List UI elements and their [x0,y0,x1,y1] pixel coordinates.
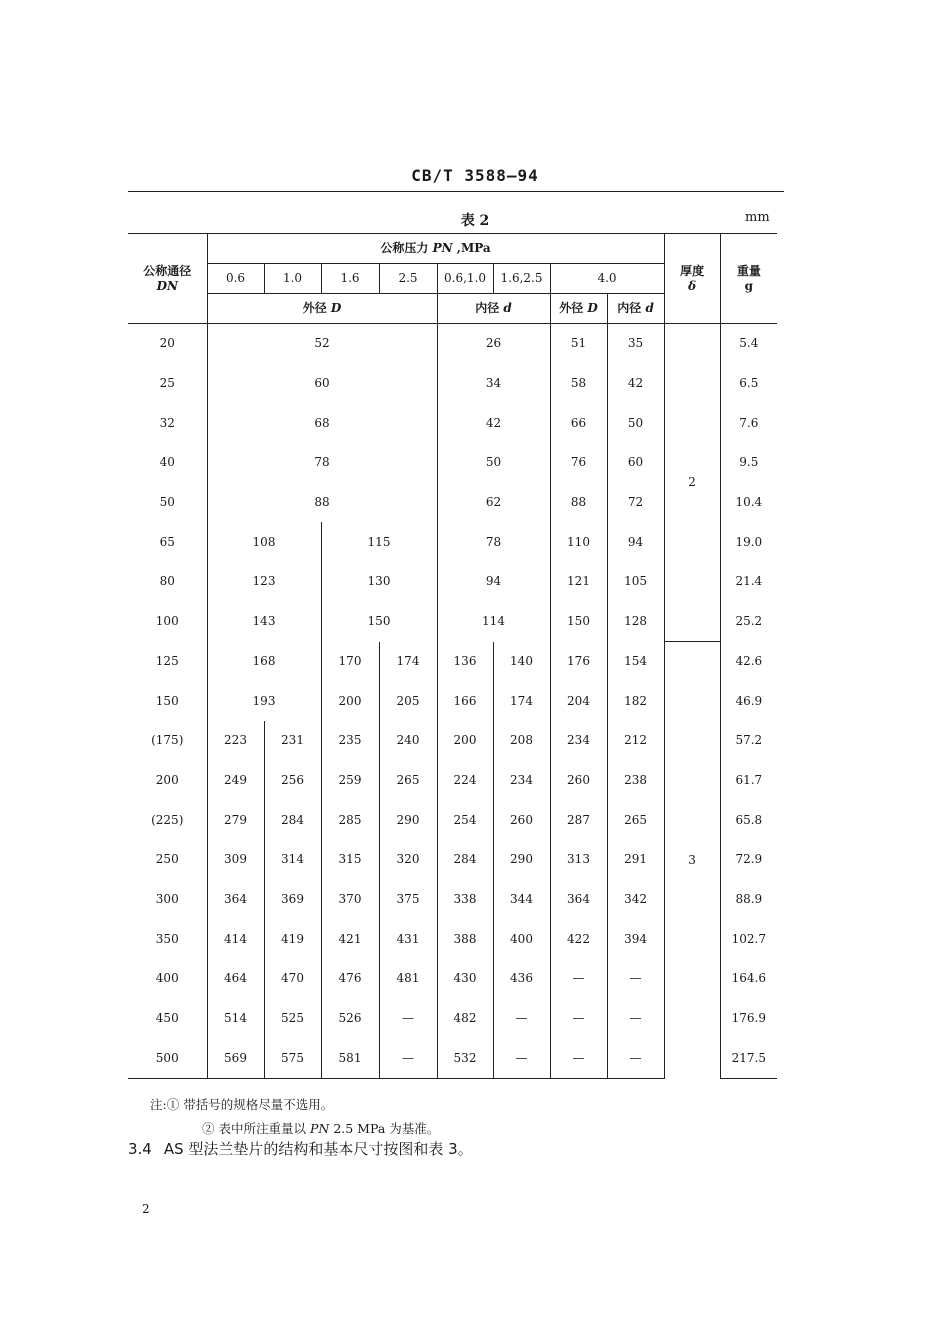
cell-outer-dia-0-6: 364 [207,880,264,920]
cell-outer-dia-1-6: 526 [321,999,379,1039]
cell-inner-dia-high: 400 [493,919,550,959]
cell-inner-dia: 78 [437,522,550,562]
cell-inner-dia-4-0: — [607,959,664,999]
header-weight [720,234,777,324]
cell-inner-dia-4-0: 394 [607,919,664,959]
cell-dn: 400 [128,959,207,999]
cell-weight: 65.8 [720,800,777,840]
cell-weight: 19.0 [720,522,777,562]
cell-weight: 57.2 [720,721,777,761]
cell-outer-dia-4-0: 234 [550,721,607,761]
pressure-group-unit: ,MPa [456,241,491,255]
cell-weight: 217.5 [720,1038,777,1078]
pressure-1-0: 1.0 [264,264,321,294]
cell-dn: 125 [128,642,207,682]
pressure-4-0: 4.0 [550,264,664,294]
header-nominal-size-sym: DN [156,278,178,293]
cell-outer-dia-1-6: 170 [321,642,379,682]
cell-inner-dia-4-0: 72 [607,483,664,523]
header-nominal-size [128,234,207,324]
cell-inner-dia-low: 284 [437,840,493,880]
inner-dia-label: 内径 [475,301,500,315]
cell-outer-dia-low: 193 [207,681,321,721]
cell-inner-dia-4-0: 265 [607,800,664,840]
cell-outer-dia-4-0: 51 [550,324,607,364]
cell-inner-dia-high: 140 [493,642,550,682]
cell-weight: 102.7 [720,919,777,959]
outer-dia-4-0-label: 外径 [559,301,584,315]
cell-outer-dia-high: 130 [321,562,437,602]
cell-weight: 42.6 [720,642,777,682]
cell-inner-dia-4-0: — [607,999,664,1039]
cell-weight: 6.5 [720,364,777,404]
cell-outer-dia-0-6: 223 [207,721,264,761]
cell-inner-dia: 34 [437,364,550,404]
cell-inner-dia-4-0: 212 [607,721,664,761]
cell-outer-dia-1-6: 285 [321,800,379,840]
cell-outer-dia-low: 168 [207,642,321,682]
note-prefix: 注: [150,1097,167,1112]
cell-weight: 176.9 [720,999,777,1039]
cell-outer-dia-1-0: 525 [264,999,321,1039]
cell-outer-dia-1-0: 575 [264,1038,321,1078]
cell-inner-dia-high: — [493,999,550,1039]
table-unit: mm [745,210,770,225]
cell-weight: 25.2 [720,602,777,642]
weight-unit: g [744,278,754,293]
header-pressure-group [207,234,664,264]
cell-outer-dia-0-6: 514 [207,999,264,1039]
cell-outer-dia-2-5: 375 [379,880,437,920]
cell-dn: 250 [128,840,207,880]
cell-dn: 500 [128,1038,207,1078]
cell-outer-dia-2-5: 431 [379,919,437,959]
cell-weight: 7.6 [720,403,777,443]
cell-outer-dia-0-6: 569 [207,1038,264,1078]
note-2-sym: PN [309,1121,330,1136]
cell-outer-dia-2-5: — [379,999,437,1039]
cell-outer-dia: 78 [207,443,437,483]
cell-dn: 450 [128,999,207,1039]
cell-outer-dia-low: 123 [207,562,321,602]
header-outer-dia [207,294,437,324]
cell-outer-dia-2-5: 265 [379,761,437,801]
cell-inner-dia-high: 344 [493,880,550,920]
cell-inner-dia-4-0: — [607,1038,664,1078]
cell-dn: 65 [128,522,207,562]
cell-outer-dia-4-0: 58 [550,364,607,404]
header-outer-dia-4-0 [550,294,607,324]
cell-inner-dia-4-0: 291 [607,840,664,880]
cell-dn: (225) [128,800,207,840]
cell-dn: 25 [128,364,207,404]
cell-thickness: 3 [664,642,720,1079]
cell-weight: 164.6 [720,959,777,999]
cell-outer-dia-4-0: — [550,1038,607,1078]
cell-outer-dia-0-6: 249 [207,761,264,801]
spec-table [128,233,777,1079]
cell-weight: 46.9 [720,681,777,721]
cell-outer-dia-1-0: 284 [264,800,321,840]
cell-inner-dia-4-0: 42 [607,364,664,404]
cell-outer-dia: 68 [207,403,437,443]
cell-outer-dia-1-6: 259 [321,761,379,801]
cell-outer-dia-2-5: 320 [379,840,437,880]
cell-inner-dia-low: 254 [437,800,493,840]
outer-dia-sym: D [330,301,342,315]
cell-dn: 80 [128,562,207,602]
clause-number: 3.4 [128,1140,152,1158]
cell-dn: 32 [128,403,207,443]
cell-inner-dia-low: 430 [437,959,493,999]
cell-dn: 200 [128,761,207,801]
cell-outer-dia-0-6: 279 [207,800,264,840]
cell-outer-dia: 52 [207,324,437,364]
inner-dia-4-0-sym: d [645,301,654,315]
cell-outer-dia-0-6: 309 [207,840,264,880]
cell-inner-dia-high: 290 [493,840,550,880]
pressure-1-6: 1.6 [321,264,379,294]
header-row-1 [128,234,777,264]
cell-outer-dia-1-6: 200 [321,681,379,721]
cell-dn: 20 [128,324,207,364]
cell-dn: 350 [128,919,207,959]
cell-outer-dia: 60 [207,364,437,404]
cell-inner-dia-4-0: 94 [607,522,664,562]
cell-outer-dia-1-0: 231 [264,721,321,761]
cell-weight: 5.4 [720,324,777,364]
cell-outer-dia-4-0: 150 [550,602,607,642]
cell-dn: 150 [128,681,207,721]
cell-outer-dia-4-0: 364 [550,880,607,920]
cell-inner-dia-low: 338 [437,880,493,920]
cell-outer-dia-1-6: 581 [321,1038,379,1078]
cell-thickness: 2 [664,324,720,642]
cell-outer-dia-1-0: 470 [264,959,321,999]
cell-outer-dia-4-0: 422 [550,919,607,959]
pressure-group-label: 公称压力 [380,241,429,255]
cell-inner-dia-low: 388 [437,919,493,959]
cell-outer-dia-0-6: 464 [207,959,264,999]
note-1 [150,1093,439,1117]
cell-inner-dia-4-0: 154 [607,642,664,682]
cell-inner-dia-low: 166 [437,681,493,721]
cell-outer-dia-4-0: — [550,959,607,999]
cell-outer-dia-high: 150 [321,602,437,642]
cell-inner-dia-high: 174 [493,681,550,721]
cell-inner-dia-low: 136 [437,642,493,682]
cell-outer-dia-4-0: 287 [550,800,607,840]
note-2-text-a: ② 表中所注重量以 [202,1121,306,1136]
header-inner-dia-4-0 [607,294,664,324]
table-notes [150,1093,439,1141]
cell-outer-dia-4-0: — [550,999,607,1039]
cell-inner-dia-4-0: 105 [607,562,664,602]
cell-outer-dia-1-6: 315 [321,840,379,880]
cell-dn: 100 [128,602,207,642]
pressure-group-sym: PN [432,241,453,255]
cell-outer-dia-2-5: 240 [379,721,437,761]
cell-inner-dia-4-0: 182 [607,681,664,721]
cell-weight: 61.7 [720,761,777,801]
cell-outer-dia-4-0: 121 [550,562,607,602]
note-1-text: ① 带括号的规格尽量不选用。 [166,1097,334,1112]
table-row [128,642,777,682]
outer-dia-4-0-sym: D [587,301,598,315]
page-number: 2 [142,1202,150,1216]
cell-inner-dia: 62 [437,483,550,523]
header-inner-dia [437,294,550,324]
cell-outer-dia-1-6: 370 [321,880,379,920]
cell-inner-dia: 42 [437,403,550,443]
cell-inner-dia-high: 208 [493,721,550,761]
cell-outer-dia-low: 143 [207,602,321,642]
cell-outer-dia-4-0: 76 [550,443,607,483]
cell-inner-dia: 26 [437,324,550,364]
cell-inner-dia-high: 436 [493,959,550,999]
cell-inner-dia-4-0: 342 [607,880,664,920]
cell-inner-dia-4-0: 50 [607,403,664,443]
cell-dn: (175) [128,721,207,761]
cell-outer-dia-high: 115 [321,522,437,562]
cell-inner-dia-4-0: 238 [607,761,664,801]
cell-outer-dia-0-6: 414 [207,919,264,959]
cell-weight: 88.9 [720,880,777,920]
cell-outer-dia-4-0: 204 [550,681,607,721]
cell-dn: 50 [128,483,207,523]
cell-dn: 40 [128,443,207,483]
cell-outer-dia-4-0: 66 [550,403,607,443]
cell-dn: 300 [128,880,207,920]
table-row [128,324,777,364]
clause-3-4 [128,1138,473,1159]
cell-outer-dia-2-5: 481 [379,959,437,999]
weight-label: 重量 [736,263,761,278]
cell-weight: 9.5 [720,443,777,483]
cell-weight: 72.9 [720,840,777,880]
cell-inner-dia-low: 532 [437,1038,493,1078]
cell-outer-dia: 88 [207,483,437,523]
cell-outer-dia-2-5: — [379,1038,437,1078]
header-nominal-size-label: 公称通径 [143,263,192,278]
cell-outer-dia-2-5: 205 [379,681,437,721]
cell-weight: 10.4 [720,483,777,523]
cell-outer-dia-1-0: 314 [264,840,321,880]
cell-inner-dia-low: 482 [437,999,493,1039]
cell-outer-dia-4-0: 110 [550,522,607,562]
cell-outer-dia-1-0: 369 [264,880,321,920]
thickness-label: 厚度 [680,263,705,278]
cell-outer-dia-1-0: 256 [264,761,321,801]
pressure-2-5: 2.5 [379,264,437,294]
cell-inner-dia-4-0: 128 [607,602,664,642]
cell-inner-dia-high: 234 [493,761,550,801]
cell-outer-dia-4-0: 313 [550,840,607,880]
table-title: 表 2 [460,213,490,229]
pressure-0-6: 0.6 [207,264,264,294]
inner-dia-sym: d [503,301,512,315]
cell-inner-dia-4-0: 35 [607,324,664,364]
cell-inner-dia: 94 [437,562,550,602]
standard-code: CB/T 3588—94 [411,166,539,185]
cell-outer-dia-1-0: 419 [264,919,321,959]
cell-outer-dia-1-6: 235 [321,721,379,761]
clause-text: AS 型法兰垫片的结构和基本尺寸按图和表 3。 [163,1140,473,1158]
header-rule [128,191,784,192]
cell-outer-dia-2-5: 174 [379,642,437,682]
cell-inner-dia-high: 260 [493,800,550,840]
cell-inner-dia: 114 [437,602,550,642]
pressure-0-6-1-0: 0.6,1.0 [437,264,493,294]
cell-inner-dia-high: — [493,1038,550,1078]
cell-inner-dia-low: 200 [437,721,493,761]
cell-weight: 21.4 [720,562,777,602]
cell-inner-dia: 50 [437,443,550,483]
cell-inner-dia-low: 224 [437,761,493,801]
header-thickness [664,234,720,324]
thickness-sym: δ [688,278,697,293]
cell-outer-dia-low: 108 [207,522,321,562]
cell-inner-dia-4-0: 60 [607,443,664,483]
cell-outer-dia-4-0: 260 [550,761,607,801]
cell-outer-dia-2-5: 290 [379,800,437,840]
cell-outer-dia-4-0: 176 [550,642,607,682]
note-2-text-b: 2.5 MPa 为基准。 [333,1121,440,1136]
outer-dia-label: 外径 [302,301,327,315]
pressure-1-6-2-5: 1.6,2.5 [493,264,550,294]
cell-outer-dia-4-0: 88 [550,483,607,523]
inner-dia-4-0-label: 内径 [617,301,642,315]
cell-outer-dia-1-6: 476 [321,959,379,999]
cell-outer-dia-1-6: 421 [321,919,379,959]
